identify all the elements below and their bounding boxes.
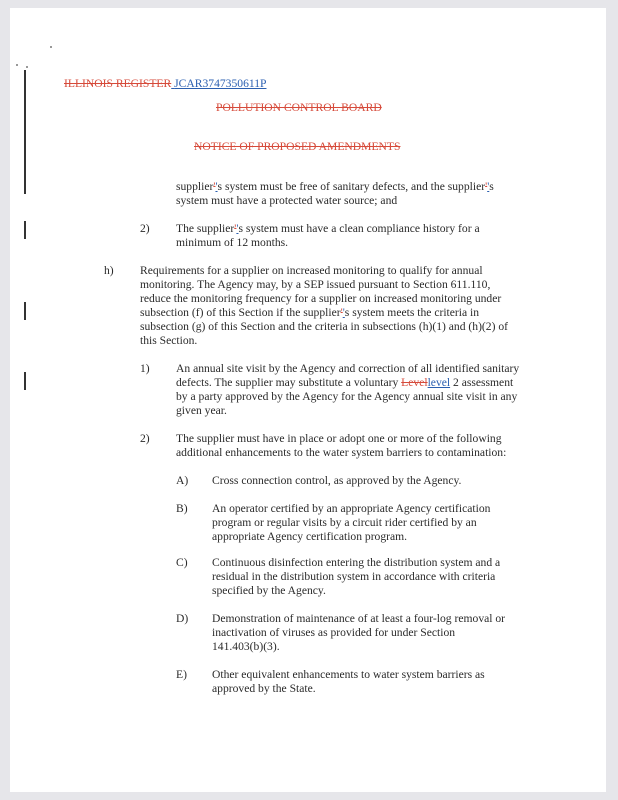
h2-number: 2): [140, 432, 150, 445]
h1-number: 1): [140, 362, 150, 375]
change-bar: [24, 302, 26, 320]
item-b-line-1: An operator certified by an appropriate Agency certification: [212, 502, 491, 515]
h1-line-1: An annual site visit by the Agency and correction of all identified sanitary: [176, 362, 520, 375]
h2-line-2: additional enhancements to the water system barriers to contamination:: [176, 446, 507, 459]
item-2-number: 2): [140, 222, 150, 235]
item-d-line-2: inactivation of viruses as provided for under Section: [212, 626, 456, 639]
deleted-apostrophe: ': [234, 222, 237, 235]
item-d-line-3: 141.403(b)(3).: [212, 640, 280, 653]
inserted-word: level: [427, 376, 451, 389]
item-b-label: B): [176, 502, 188, 515]
item-2-line-2: minimum of 12 months.: [176, 236, 289, 249]
item-a-label: A): [176, 474, 189, 487]
item-c-line-2: residual in the distribution system in accordance with criteria: [212, 570, 496, 583]
scan-speck: [16, 64, 18, 66]
inserted-apostrophe: ': [487, 180, 490, 193]
item-c-line-1: Continuous disinfection entering the distribution system and a: [212, 556, 501, 569]
subsection-h-line-5: subsection (g) of this Section and the criteria in subsections (h)(1) and (h)(2) of: [140, 320, 508, 333]
item-d-line-1: Demonstration of maintenance of at least a four-log removal or: [212, 612, 506, 625]
item-e-line-2: approved by the State.: [212, 682, 316, 695]
deleted-apostrophe: ': [340, 306, 343, 319]
h1-line-4: given year.: [176, 404, 227, 417]
h1-line-3: by a party approved by the Agency for the Agency annual site visit in any: [176, 390, 518, 403]
scan-speck: [50, 46, 52, 48]
subsection-h-line-4: subsection (f) of this Section if the supplier''s system meets the criteria in: [140, 306, 480, 319]
deleted-apostrophe: ': [213, 180, 216, 193]
subsection-h-line-2: monitoring. The Agency may, by a SEP issued pursuant to Section 611.110,: [140, 278, 491, 291]
subsection-h-line-6: this Section.: [140, 334, 198, 347]
change-bar: [24, 221, 26, 239]
board-title: POLLUTION CONTROL BOARD: [216, 101, 382, 114]
deleted-word: Level: [401, 376, 428, 389]
item-b-line-2: program or regular visits by a circuit rider certified by an: [212, 516, 477, 529]
subsection-h-number: h): [104, 264, 114, 277]
item-e-line-1: Other equivalent enhancements to water system barriers as: [212, 668, 485, 681]
notice-title: NOTICE OF PROPOSED AMENDMENTS: [194, 140, 401, 153]
inserted-apostrophe: ': [215, 180, 218, 193]
item-2-line-1: The supplier''s system must have a clean compliance history for a: [176, 222, 480, 235]
item-d-label: D): [176, 612, 189, 625]
h1-line-2: defects. The supplier may substitute a voluntary Levellevel 2 assessment: [176, 376, 514, 389]
item-e-label: E): [176, 668, 187, 681]
subsection-h-line-3: reduce the monitoring frequency for a supplier on increased monitoring under: [140, 292, 502, 305]
deleted-register-title: ILLINOIS REGISTER: [64, 77, 172, 90]
continuation-line-1: supplier''s system must be free of sanitary defects, and the supplier''s: [176, 180, 494, 193]
h2-line-1: The supplier must have in place or adopt one or more of the following: [176, 432, 502, 445]
deleted-apostrophe: ': [485, 180, 488, 193]
change-bar: [24, 372, 26, 390]
continuation-line-2: system must have a protected water source; and: [176, 194, 398, 207]
inserted-apostrophe: ': [236, 222, 239, 235]
item-b-line-3: appropriate Agency certification program.: [212, 530, 408, 543]
inserted-apostrophe: ': [342, 306, 345, 319]
item-a-line-1: Cross connection control, as approved by the Agency.: [212, 474, 462, 487]
scan-speck: [26, 66, 28, 68]
inserted-register-code: JCAR3747350611P: [174, 77, 267, 90]
item-c-line-3: specified by the Agency.: [212, 584, 326, 597]
subsection-h-line-1: Requirements for a supplier on increased monitoring to qualify for annual: [140, 264, 483, 277]
change-bar: [24, 70, 26, 194]
item-c-label: C): [176, 556, 188, 569]
register-header: [64, 77, 266, 91]
